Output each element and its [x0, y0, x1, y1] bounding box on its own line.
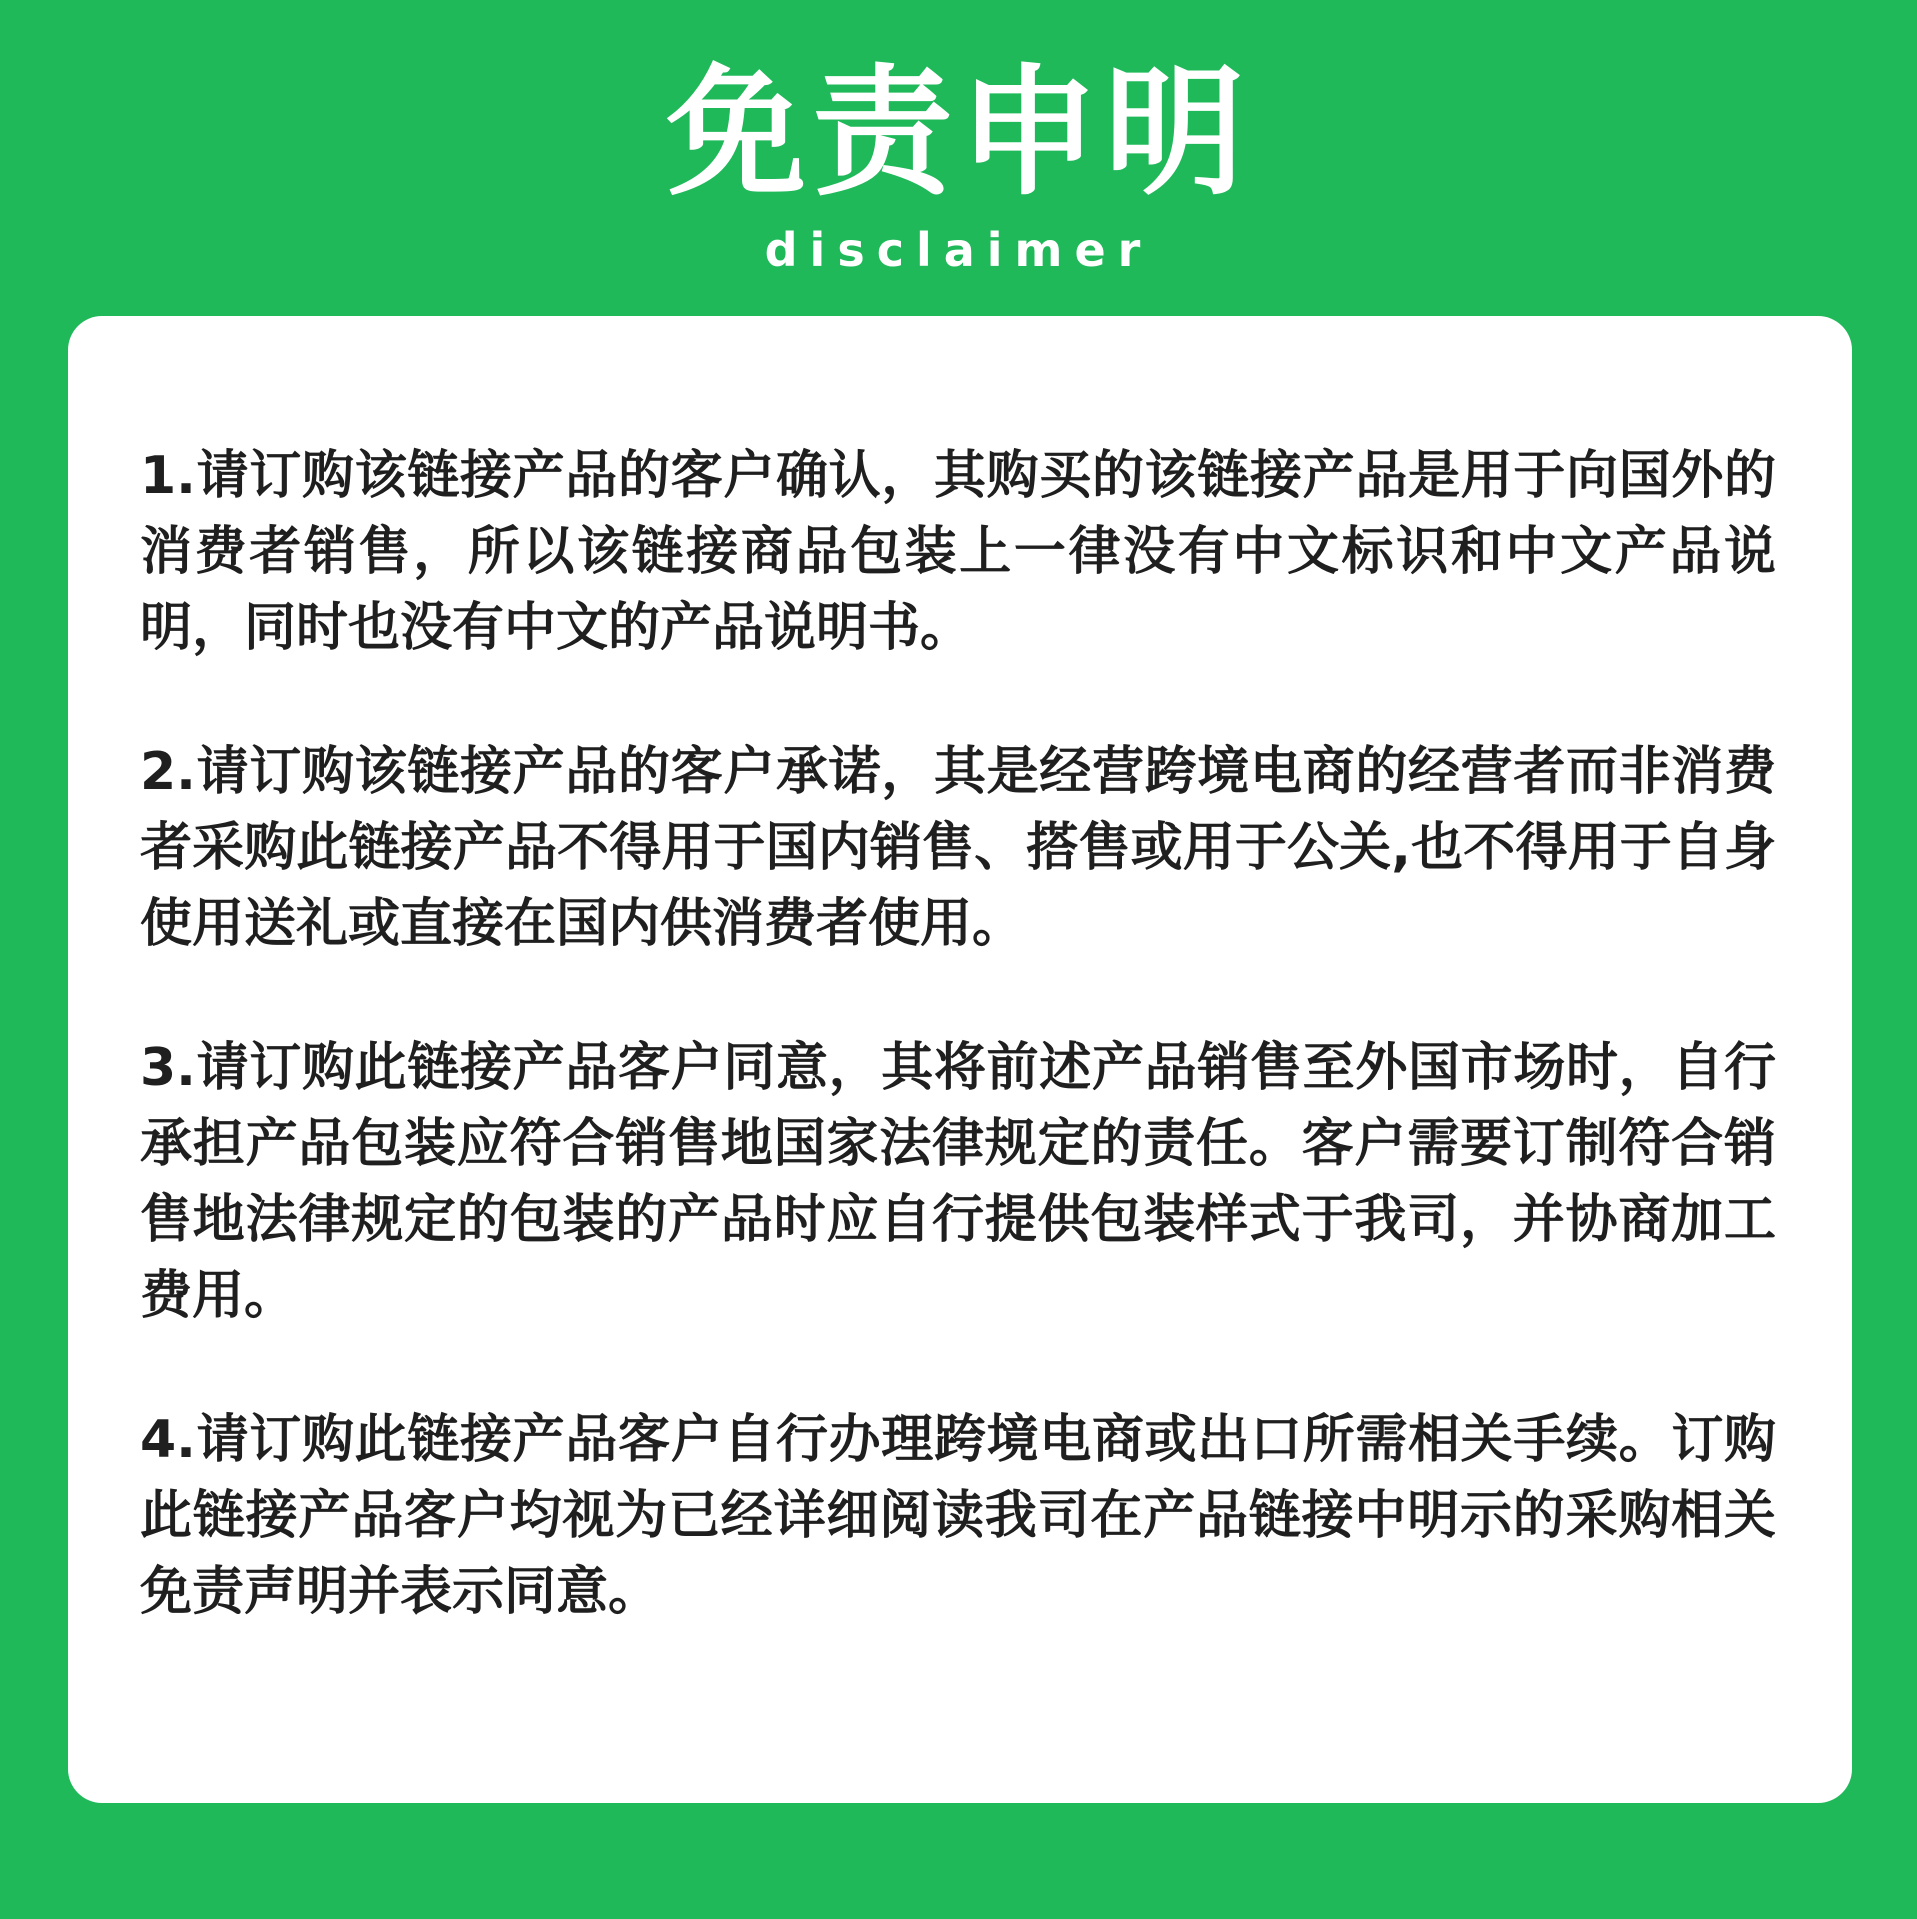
disclaimer-item-3: 3.请订购此链接产品客户同意，其将前述产品销售至外国市场时，自行承担产品包装应符合销售地国家法律规定的责任。客户需要订制符合销售地法律规定的包装的产品时应自行提供包装样式于我司，并协商加工费用。: [140, 1038, 1776, 1326]
disclaimer-card: [68, 316, 1852, 1803]
disclaimer-item-4: 4.请订购此链接产品客户自行办理跨境电商或出口所需相关手续。订购此链接产品客户均视为已经详细阅读我司在产品链接中明示的采购相关免责声明并表示同意。: [140, 1410, 1776, 1622]
page-subtitle: disclaimer: [764, 223, 1153, 277]
disclaimer-item-2: 2.请订购该链接产品的客户承诺，其是经营跨境电商的经营者而非消费者采购此链接产品不得用于国内销售、搭售或用于公关,也不得用于自身使用送礼或直接在国内供消费者使用。: [140, 742, 1776, 954]
disclaimer-item-1: 1.请订购该链接产品的客户确认，其购买的该链接产品是用于向国外的消费者销售，所以该链接商品包装上一律没有中文标识和中文产品说明，同时也没有中文的产品说明书。: [140, 446, 1776, 658]
page-title: 免责申明: [666, 52, 1251, 215]
